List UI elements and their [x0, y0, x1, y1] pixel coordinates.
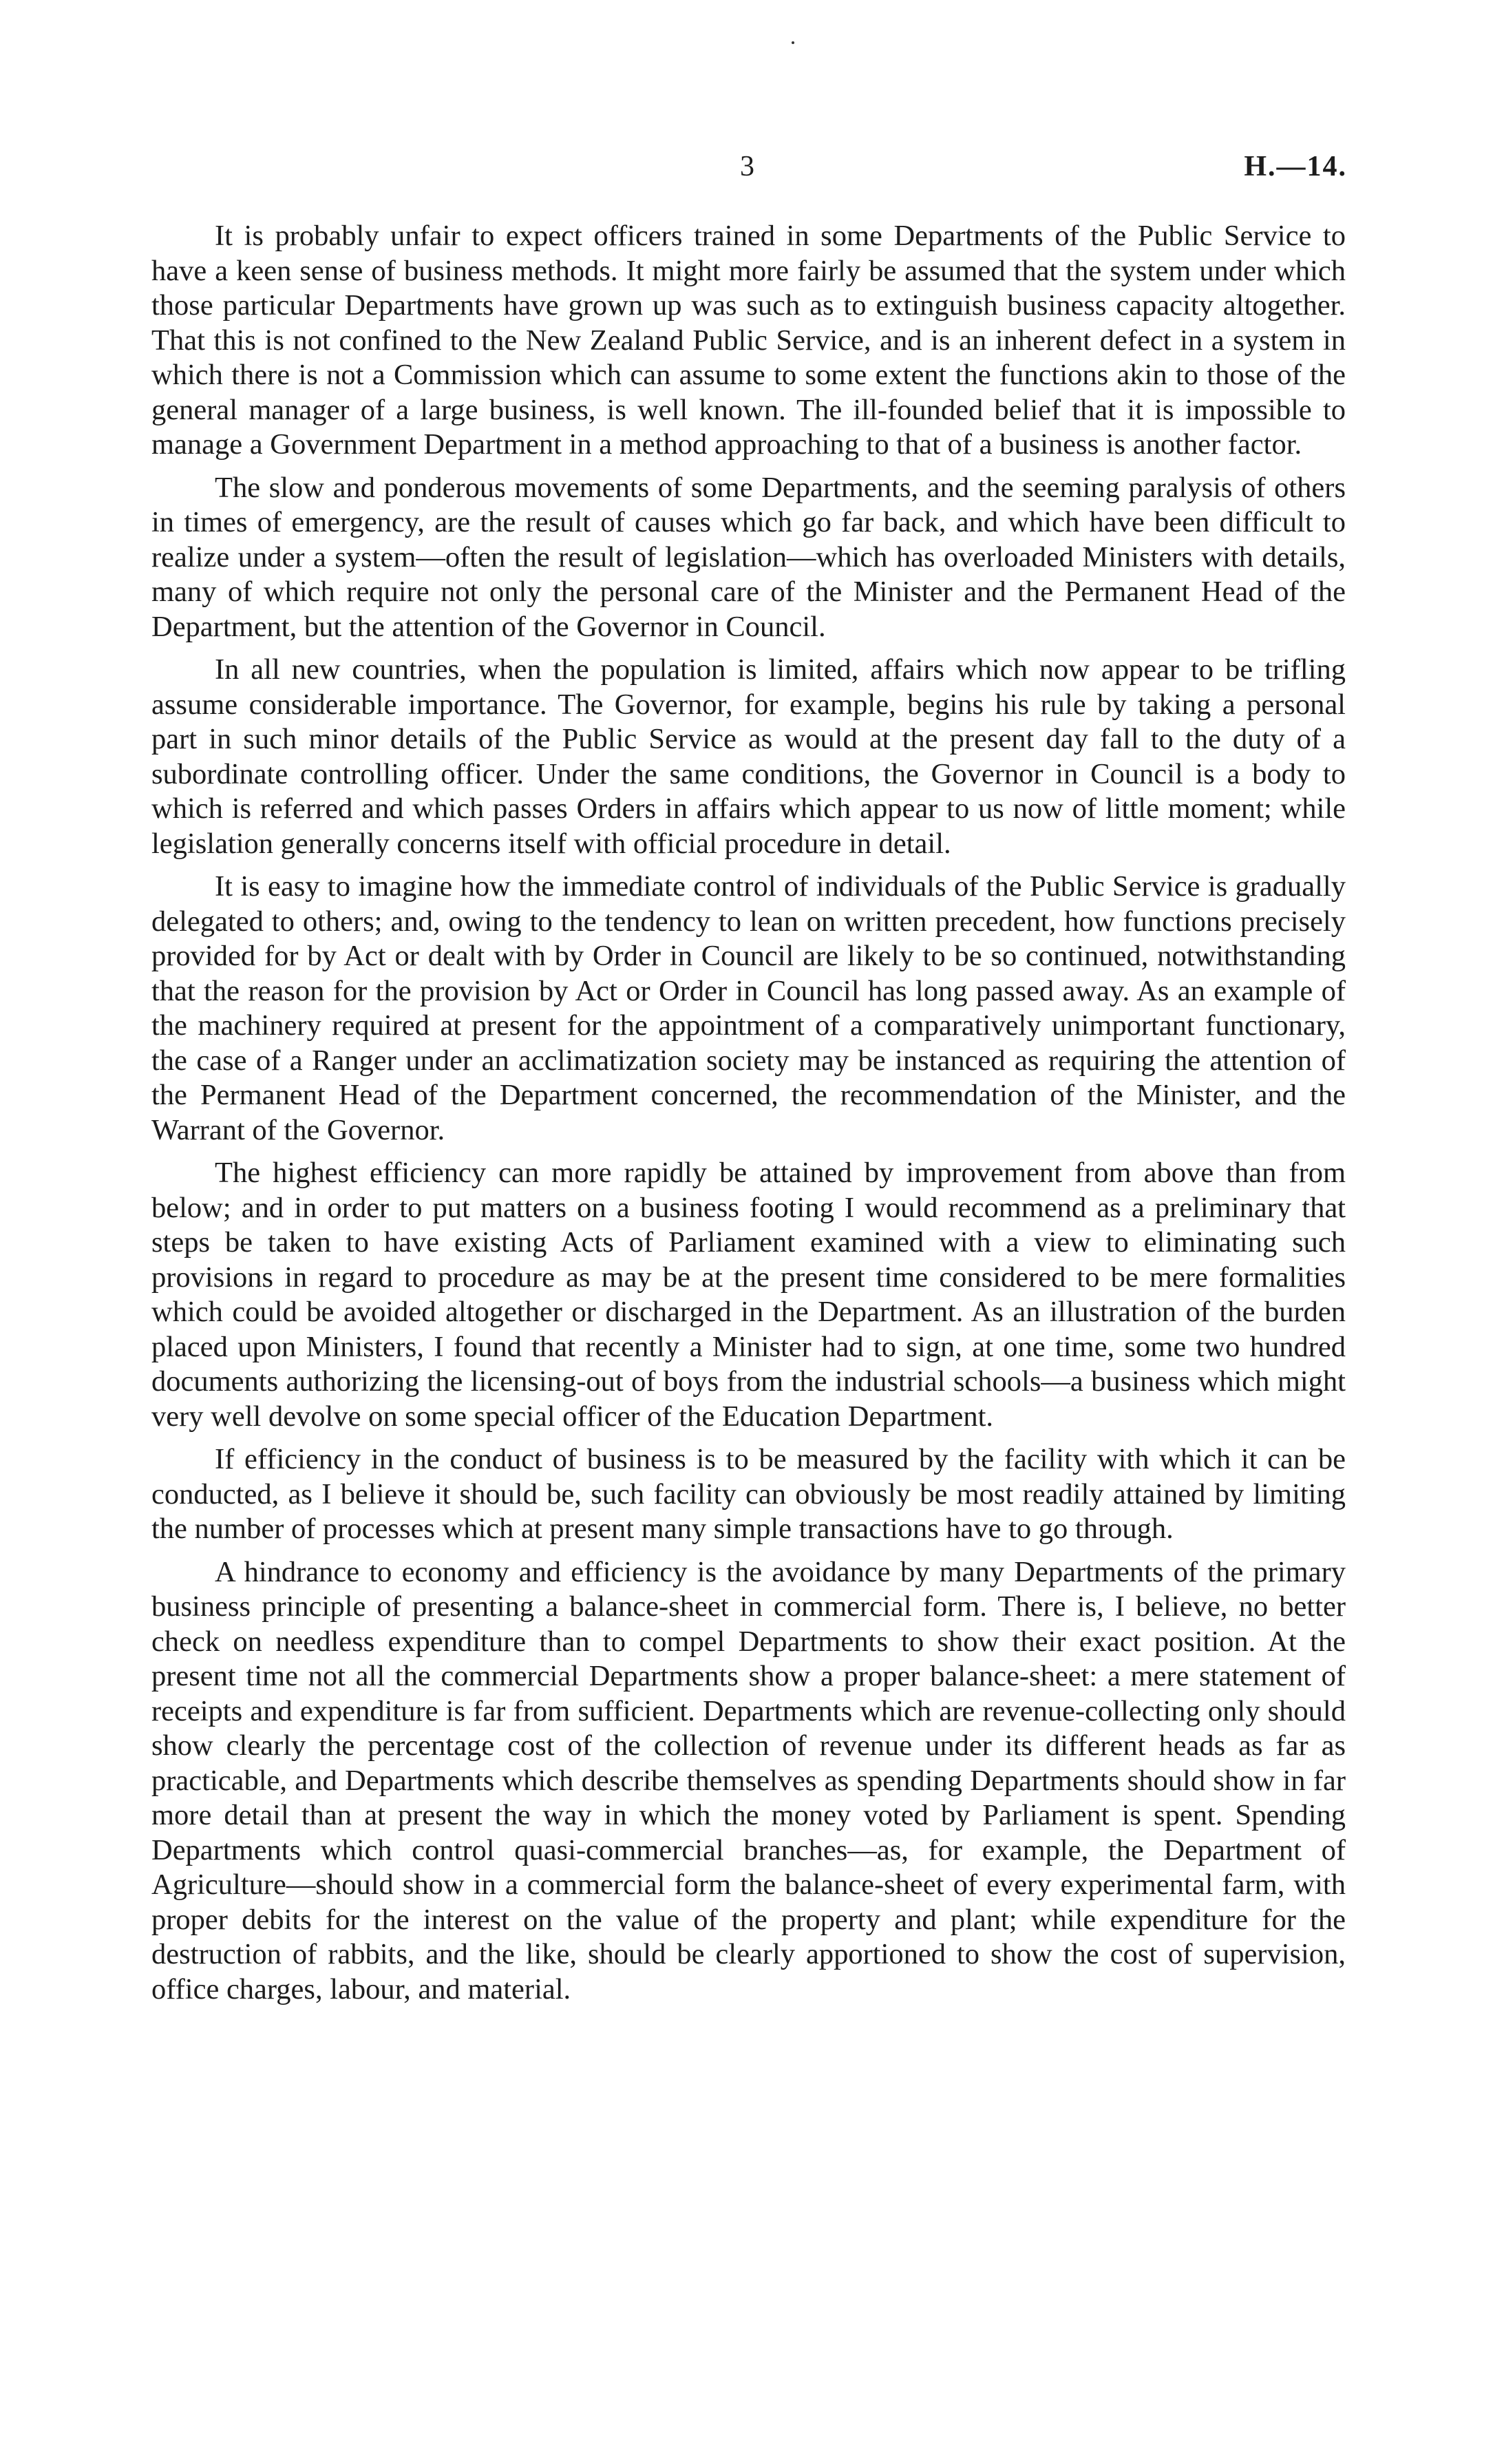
- paragraph: It is easy to imagine how the immediate control of individuals of the Public Service is gradually delegated to others; and, owing to the tendency to lean on written precedent, how functions precisely provided for by Act or dealt with by Order in Council are likely to be so continued, notwithstanding that the reason for the provision by Act or Order in Council has long passed away. As an example of the machinery required at present for the appointment of a comparatively unimportant functionary, the case of a Ranger under an acclimatization society may be instanced as requiring the attention of the Permanent Head of the Department concerned, the recommendation of the Minister, and the Warrant of the Governor.: [151, 870, 1346, 1146]
- paragraph: A hindrance to economy and efficiency is the avoidance by many Departments of the primary business principle of presenting a balance-sheet in commercial form. There is, I believe, no better check on needless expenditure than to compel Departments to show their exact position. At the present time not all the commercial Departments show a proper balance-sheet: a mere statement of receipts and expenditure is far from sufficient. Departments which are revenue-collecting only should show clearly the percentage cost of the collection of revenue under its different heads as far as practicable, and Departments which describe themselves as spending Departments should show in far more detail than at present the way in which the money voted by Parliament is spent. Spending Departments which control quasi-commercial branches—as, for example, the Department of Agriculture—should show in a commercial form the balance-sheet of every experimental farm, with proper debits for the interest on the value of the property and plant; while expenditure for the destruction of rabbits, and the like, should be clearly apportioned to show the cost of supervision, office charges, labour, and material.: [151, 1555, 1346, 2005]
- report-body: [151, 219, 1346, 2015]
- page-number: 3: [740, 151, 754, 182]
- scan-speck: [792, 41, 794, 44]
- document-reference: H.—14.: [1244, 151, 1347, 182]
- paragraph: If efficiency in the conduct of business is to be measured by the facility with which it can be conducted, as I believe it should be, such facility can obviously be most readily attained by limiting the number of processes which at present many simple transactions have to go through.: [151, 1443, 1346, 1545]
- paragraph: In all new countries, when the population is limited, affairs which now appear to be trifling assume considerable importance. The Governor, for example, begins his rule by taking a personal part in such minor details of the Public Service as would at the present day fall to the duty of a subordinate controlling officer. Under the same conditions, the Governor in Council is a body to which is referred and which passes Orders in affairs which appear to us now of little moment; while legislation generally concerns itself with official procedure in detail.: [151, 653, 1346, 860]
- page-header: [0, 150, 1504, 191]
- paragraph: It is probably unfair to expect officers trained in some Departments of the Public Service to have a keen sense of business methods. It might more fairly be assumed that the system under which those particular Departments have grown up was such as to extinguish business capacity altogether. That this is not confined to the New Zealand Public Service, and is an inherent defect in a system in which there is not a Commission which can assume to some extent the functions akin to those of the general manager of a large business, is well known. The ill-founded belief that it is impossible to manage a Government Department in a method approaching to that of a business is another factor.: [151, 220, 1346, 461]
- paragraph: The highest efficiency can more rapidly be attained by improvement from above than from below; and in order to put matters on a business footing I would recommend as a preliminary that steps be taken to have existing Acts of Parliament examined with a view to eliminating such provisions in regard to procedure as may be at the present time considered to be mere formalities which could be avoided altogether or discharged in the Department. As an illustration of the burden placed upon Ministers, I found that recently a Minister had to sign, at one time, some two hundred documents authorizing the licensing-out of boys from the industrial schools—a business which might very well devolve on some special officer of the Education Department.: [151, 1157, 1346, 1433]
- paragraph: The slow and ponderous movements of some Departments, and the seeming paralysis of others in times of emergency, are the result of causes which go far back, and which have been difficult to realize under a system—often the result of legislation—which has overloaded Ministers with details, many of which require not only the personal care of the Minister and the Permanent Head of the Department, but the attention of the Governor in Council.: [151, 471, 1346, 643]
